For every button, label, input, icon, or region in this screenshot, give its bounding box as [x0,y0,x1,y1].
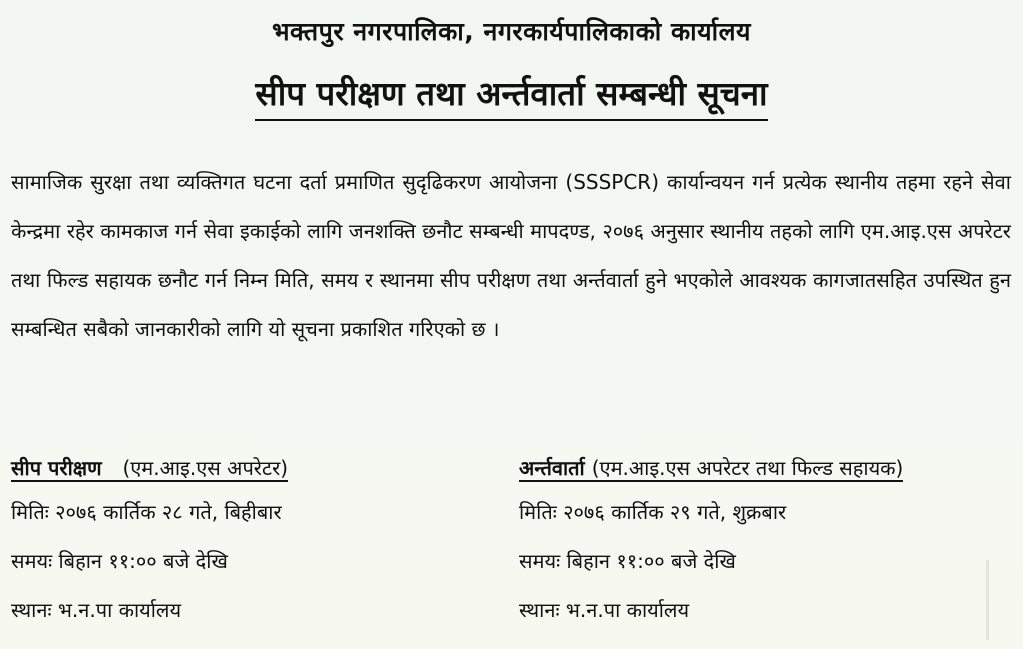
interview-role: (एम.आइ.एस अपरेटर तथा फिल्ड सहायक) [591,456,904,480]
interview-section [519,452,1014,635]
skill-test-role: (एम.आइ.एस अपरेटर) [122,456,289,480]
interview-date: मितिः २०७६ कार्तिक २९ गते, शुक्रबार [519,500,787,524]
skill-test-heading [11,452,481,484]
skill-test-place: स्थानः भ.न.पा कार्यालय [11,598,182,622]
skill-test-section [11,452,481,635]
interview-title: अर्न्तवार्ता [519,456,585,480]
interview-heading-label [519,456,903,482]
interview-heading [519,452,1014,484]
organization-name: भक्तपुर नगरपालिका, नगरकार्यपालिकाको कार्यालय [271,17,752,46]
skill-test-time: समयः बिहान ११:०० बजे देखि [11,549,228,573]
scan-mark [986,560,989,640]
skill-test-title: सीप परीक्षण [11,456,102,480]
interview-time: समयः बिहान ११:०० बजे देखि [519,549,736,573]
skill-test-heading-label [11,456,288,482]
skill-test-date: मितिः २०७६ कार्तिक २८ गते, बिहीबार [11,500,282,524]
notice-title-text: सीप परीक्षण तथा अर्न्तवार्ता सम्बन्धी सूचना [255,74,767,121]
notice-body-paragraph: सामाजिक सुरक्षा तथा व्यक्तिगत घटना दर्ता प्रमाणित सुदृढिकरण आयोजना (SSSPCR) कार्यान्वयन गर्न प्रत्येक स्थानीय तहमा रहने सेवा केन्द्रमा रहेर कामकाज गर्न सेवा इकाईको लागि जनशक्ति छनौट सम्बन्धी मापदण्ड, २०७६ अनुसार स्थानीय तहको लागि एम.आइ.एस अपरेटर तथा फिल्ड सहायक छनौट गर्न निम्न मिति, समय र स्थानमा सीप परीक्षण तथा अर्न्तवार्ता हुने भएकोले आवश्यक कागजातसहित उपस्थित हुन सम्बन्धित सबैको जानकारीको लागि यो सूचना प्रकाशित गरिएको छ । [11,170,1011,341]
interview-place: स्थानः भ.न.पा कार्यालय [519,598,690,622]
notice-title [0,70,1023,115]
